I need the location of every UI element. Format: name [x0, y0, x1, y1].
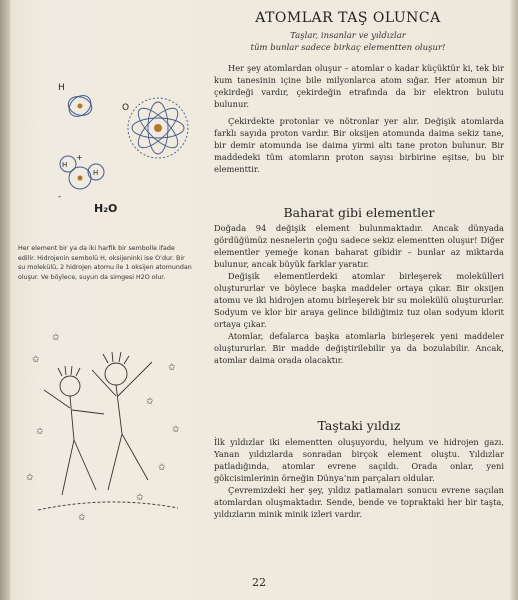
oxygen-label: O — [122, 103, 130, 113]
svg-text:✩: ✩ — [146, 397, 154, 407]
star-paragraph-2: Çevremizdeki her şey, yıldız patlamaları sonucu evrene saçılan atomlardan oluşmaktadır. Sende, bende ve topraktaki her bir taşta, yıldızların minik minik izleri vardır. — [214, 485, 504, 519]
page-number: 22 — [252, 576, 266, 589]
svg-text:✩: ✩ — [36, 427, 44, 437]
svg-text:✩: ✩ — [136, 493, 144, 503]
intro-paragraph-2: Çekirdekte protonlar ve nötronlar yer alır. Değişik atomlarda farklı sayıda proton vardır. Bir oksijen atomunda daima sekiz tane, bir demir atomunda ise daima yirmi altı tane proton bulunur. Bir maddedeki tüm atomların proton sayısı birbirine eşitse, bu bir elementtir. — [214, 116, 504, 174]
page-title: ATOMLAR TAŞ OLUNCA — [255, 10, 441, 26]
page-edge — [510, 0, 518, 600]
page-subtitle — [218, 30, 478, 54]
h2o-label: H₂O — [94, 202, 118, 215]
spices-paragraph-3: Atomlar, defalarca başka atomlarla birleşerek yeni maddeler oluştururlar. Bir madde değiştirilebilir ya da bozulabilir. Ancak, atomlar daima orada olacaktır. — [214, 331, 504, 365]
left-figure — [44, 366, 104, 495]
hydrogen-label: H — [58, 83, 65, 93]
section-heading-star: Taştaki yıldız — [317, 418, 401, 433]
intro-paragraph-1: Her şey atomlardan oluşur – atomlar o kadar küçüktür ki, tek bir kum tanesinin içine bile milyonlarca atom sığar. Her atomun bir çekirdeği vardır, çekirdeğin etrafında da bir elektron bulutu bulunur. — [214, 63, 504, 109]
water-h-label-2: H — [93, 169, 99, 177]
section-heading-spices: Baharat gibi elementler — [283, 205, 435, 220]
dancing-figures-illustration — [18, 330, 198, 530]
svg-text:✩: ✩ — [168, 363, 176, 373]
subtitle-line-1: Taşlar, insanlar ve yıldızlar — [290, 31, 406, 41]
star-icons — [26, 333, 180, 523]
svg-text:✩: ✩ — [52, 333, 60, 343]
water-h-label: H — [62, 161, 68, 169]
spices-paragraph-2: Değişik elementlerdeki atomlar birleşerek molekülleri oluştururlar ve böylece başka maddeler ortaya çıkar. Bir oksijen atomu ve iki hidrojen atomu birleşerek bir su molekülü oluştururlar. Sodyum ve klor bir araya gelince bildiğimiz tuz olan sodyum klorit ortaya çıkar. — [214, 271, 504, 329]
svg-text:✩: ✩ — [26, 473, 34, 483]
intro-text — [214, 62, 504, 175]
subtitle-line-2: tüm bunlar sadece birkaç elementten oluşur! — [250, 43, 446, 53]
atom-drawing — [50, 74, 210, 224]
right-figure — [92, 352, 152, 490]
oxygen-atom — [128, 98, 188, 158]
section-spices-text — [214, 222, 504, 366]
svg-text:✩: ✩ — [32, 355, 40, 365]
minus-sign: - — [58, 192, 62, 202]
section-star-text — [214, 436, 504, 520]
hydrogen-atom — [65, 91, 95, 120]
illustration-caption: Her element bir ya da iki harfik bir sembolle ifade edilir. Hidrojenin sembolü H, oksijeninki ise O’dur. Bir su molekülü, 2 hidrojen atomu ile 1 oksijen atomundan oluşur. Ve böylece, suyun da simgesi H2O olur. — [18, 245, 192, 281]
svg-text:✩: ✩ — [172, 425, 180, 435]
plus-sign: + — [76, 153, 83, 162]
figures-drawing — [18, 330, 198, 530]
spices-paragraph-1: Doğada 94 değişik element bulunmaktadır. Ancak dünyada gördüğümüz nesnelerin çoğu sadece sekiz elementten oluşur! Diğer elementler yemeğe konan baharat gibidir – bunlar az miktarda bulunur, ancak büyük farklar yaratır. — [214, 223, 504, 269]
book-spine — [0, 0, 10, 600]
star-paragraph-1: İlk yıldızlar iki elementten oluşuyordu, helyum ve hidrojen gazı. Yanan yıldızlarda sonradan birçok element oluştu. Yıldızlar patladığında, atomlar evrene saçıldı. Orada onlar, yeni gökcisimlerinin örneğin Dünya’nın parçaları oldular. — [214, 437, 504, 483]
atom-illustration — [50, 74, 210, 224]
svg-text:✩: ✩ — [158, 463, 166, 473]
water-molecule — [58, 153, 104, 202]
svg-text:✩: ✩ — [78, 513, 86, 523]
